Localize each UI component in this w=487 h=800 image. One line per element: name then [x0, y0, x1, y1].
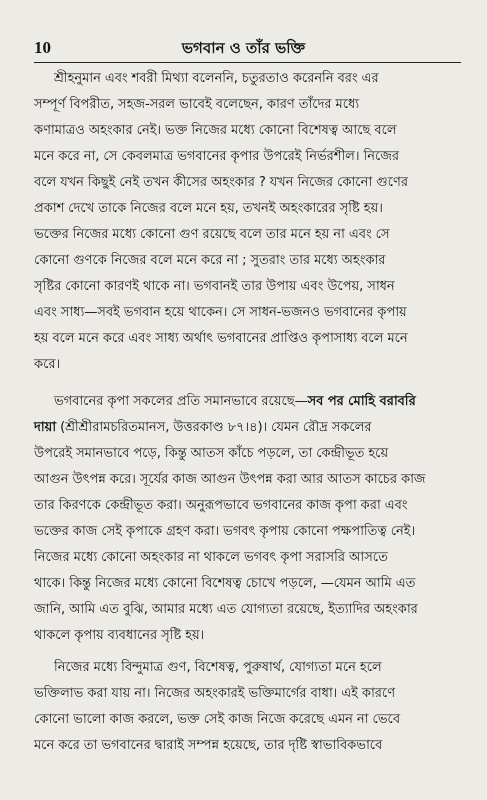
text-line: প্রকাশ দেখে তাকে নিজের বলে মনে হয়, তখনই অহংকারের সৃষ্টি হয়।: [34, 201, 383, 216]
text-line: বলে যখন কিছুই নেই তখন কীসের অহংকার ? যখন নিজের কোনো গুণের: [34, 175, 408, 190]
text-line: ভক্তের কাজ সেই কৃপাকে গ্রহণ করা। ভগবৎ কৃপায় কোনো পক্ষপাতিত্ব নেই।: [34, 524, 416, 539]
page-header: [34, 38, 453, 60]
text-run: (শ্রীশ্রীরামচরিতমানস, উত্তরকাণ্ড ৮৭।৪)। যেমন রৌদ্র সকলের: [56, 420, 372, 435]
text-line: তার কিরণকে কেন্দ্রীভূত করা। অনুরূপভাবে ভগবানের কাজ কৃপা করা এবং: [34, 498, 408, 513]
quoted-verse: সব পর মোহি বরাবরি: [307, 394, 416, 409]
text-line: [34, 415, 463, 441]
page-number: 10: [34, 38, 51, 57]
page-body: [34, 66, 463, 759]
text-line: কোনো ভালো কাজ করলে, ভক্ত সেই কাজ নিজে করেছে এমন না ভেবে: [34, 712, 401, 727]
text-line: সৃষ্টির কোনো কারণই থাকে না। ভগবানই তার উপায় এবং উপেয়, সাধন: [34, 279, 395, 294]
text-line: আগুন উৎপন্ন করে। সূর্যের কাজ আগুন উৎপন্ন করা আর আতস কাচের কাজ: [34, 472, 426, 487]
text-line: ভক্তের নিজের মধ্যে কোনো গুণ রয়েছে বলে তার মনে হয় না এবং সে: [34, 227, 390, 242]
text-line: কোনো গুণকে নিজের বলে মনে করে না ; সুতরাং তার মধ্যে অহংকার: [34, 253, 386, 268]
header-rule: [34, 62, 461, 63]
text-line: উপরেই সমানভাবে পড়ে, কিন্তু আতস কাঁচে পড়লে, তা কেন্দ্রীভূত হয়ে: [34, 446, 389, 461]
text-line: [34, 389, 463, 415]
text-line: নিজের মধ্যে কোনো অহংকার না থাকলে ভগবৎ কৃপা সরাসরি আসতে: [34, 550, 388, 565]
text-line: কণামাত্রও অহংকার নেই। ভক্ত নিজের মধ্যে কোনো বিশেষত্ব আছে বলে: [34, 123, 397, 138]
text-line: সম্পূর্ণ বিপরীত, সহজ-সরল ভাবেই বলেছেন, কারণ তাঁদের মধ্যে: [34, 97, 360, 112]
text-line: জানি, আমি এত বুঝি, আমার মধ্যে এত যোগ্যতা রয়েছে, ইত্যাদির অহংকার: [34, 602, 418, 617]
text-line: করে।: [34, 357, 61, 372]
text-line: নিজের মধ্যে বিন্দুমাত্র গুণ, বিশেষত্ব, পুরুষার্থ, যোগ্যতা মনে হলে: [54, 660, 382, 675]
text-line: মনে করে তা ভগবানের দ্বারাই সম্পন্ন হয়েছে, তার দৃষ্টি স্বাভাবিকভাবে: [34, 738, 383, 753]
paragraph-gap: [34, 378, 463, 389]
paragraph-2: [34, 389, 463, 649]
paragraph-3: [34, 655, 463, 759]
text-line: ভক্তিলাভ করা যায় না। নিজের অহংকারই ভক্তিমার্গের বাধা। এই কারণে: [34, 686, 396, 701]
quoted-verse: দায়া: [34, 420, 57, 435]
text-line: থাকে। কিন্তু নিজের মধ্যে কোনো বিশেষত্ব চোখে পড়লে, —যেমন আমি এত: [34, 576, 416, 591]
text-line: হয় বলে মনে করে এবং সাধ্য অর্থাৎ ভগবানের প্রাপ্তিও কৃপাসাধ্য বলে মনে: [34, 331, 408, 346]
paragraph-1: [34, 66, 463, 378]
text-run: ভগবানের কৃপা সকলের প্রতি সমানভাবে রয়েছে—: [54, 394, 308, 409]
text-line: থাকলে কৃপায় ব্যবধানের সৃষ্টি হয়।: [34, 628, 205, 643]
text-line: মনে করে না, সে কেবলমাত্র ভগবানের কৃপার উপরেই নির্ভরশীল। নিজের: [34, 149, 400, 164]
text-line: এবং সাধ্য—সবই ভগবান হয়ে থাকেন। সে সাধন-ভজনও ভগবানের কৃপায়: [34, 305, 407, 320]
text-line: শ্রীহনুমান এবং শবরী মিথ্যা বলেননি, চতুরতাও করেননি বরং এর: [54, 71, 379, 86]
running-title: ভগবান ও তাঁর ভক্তি: [181, 39, 306, 57]
